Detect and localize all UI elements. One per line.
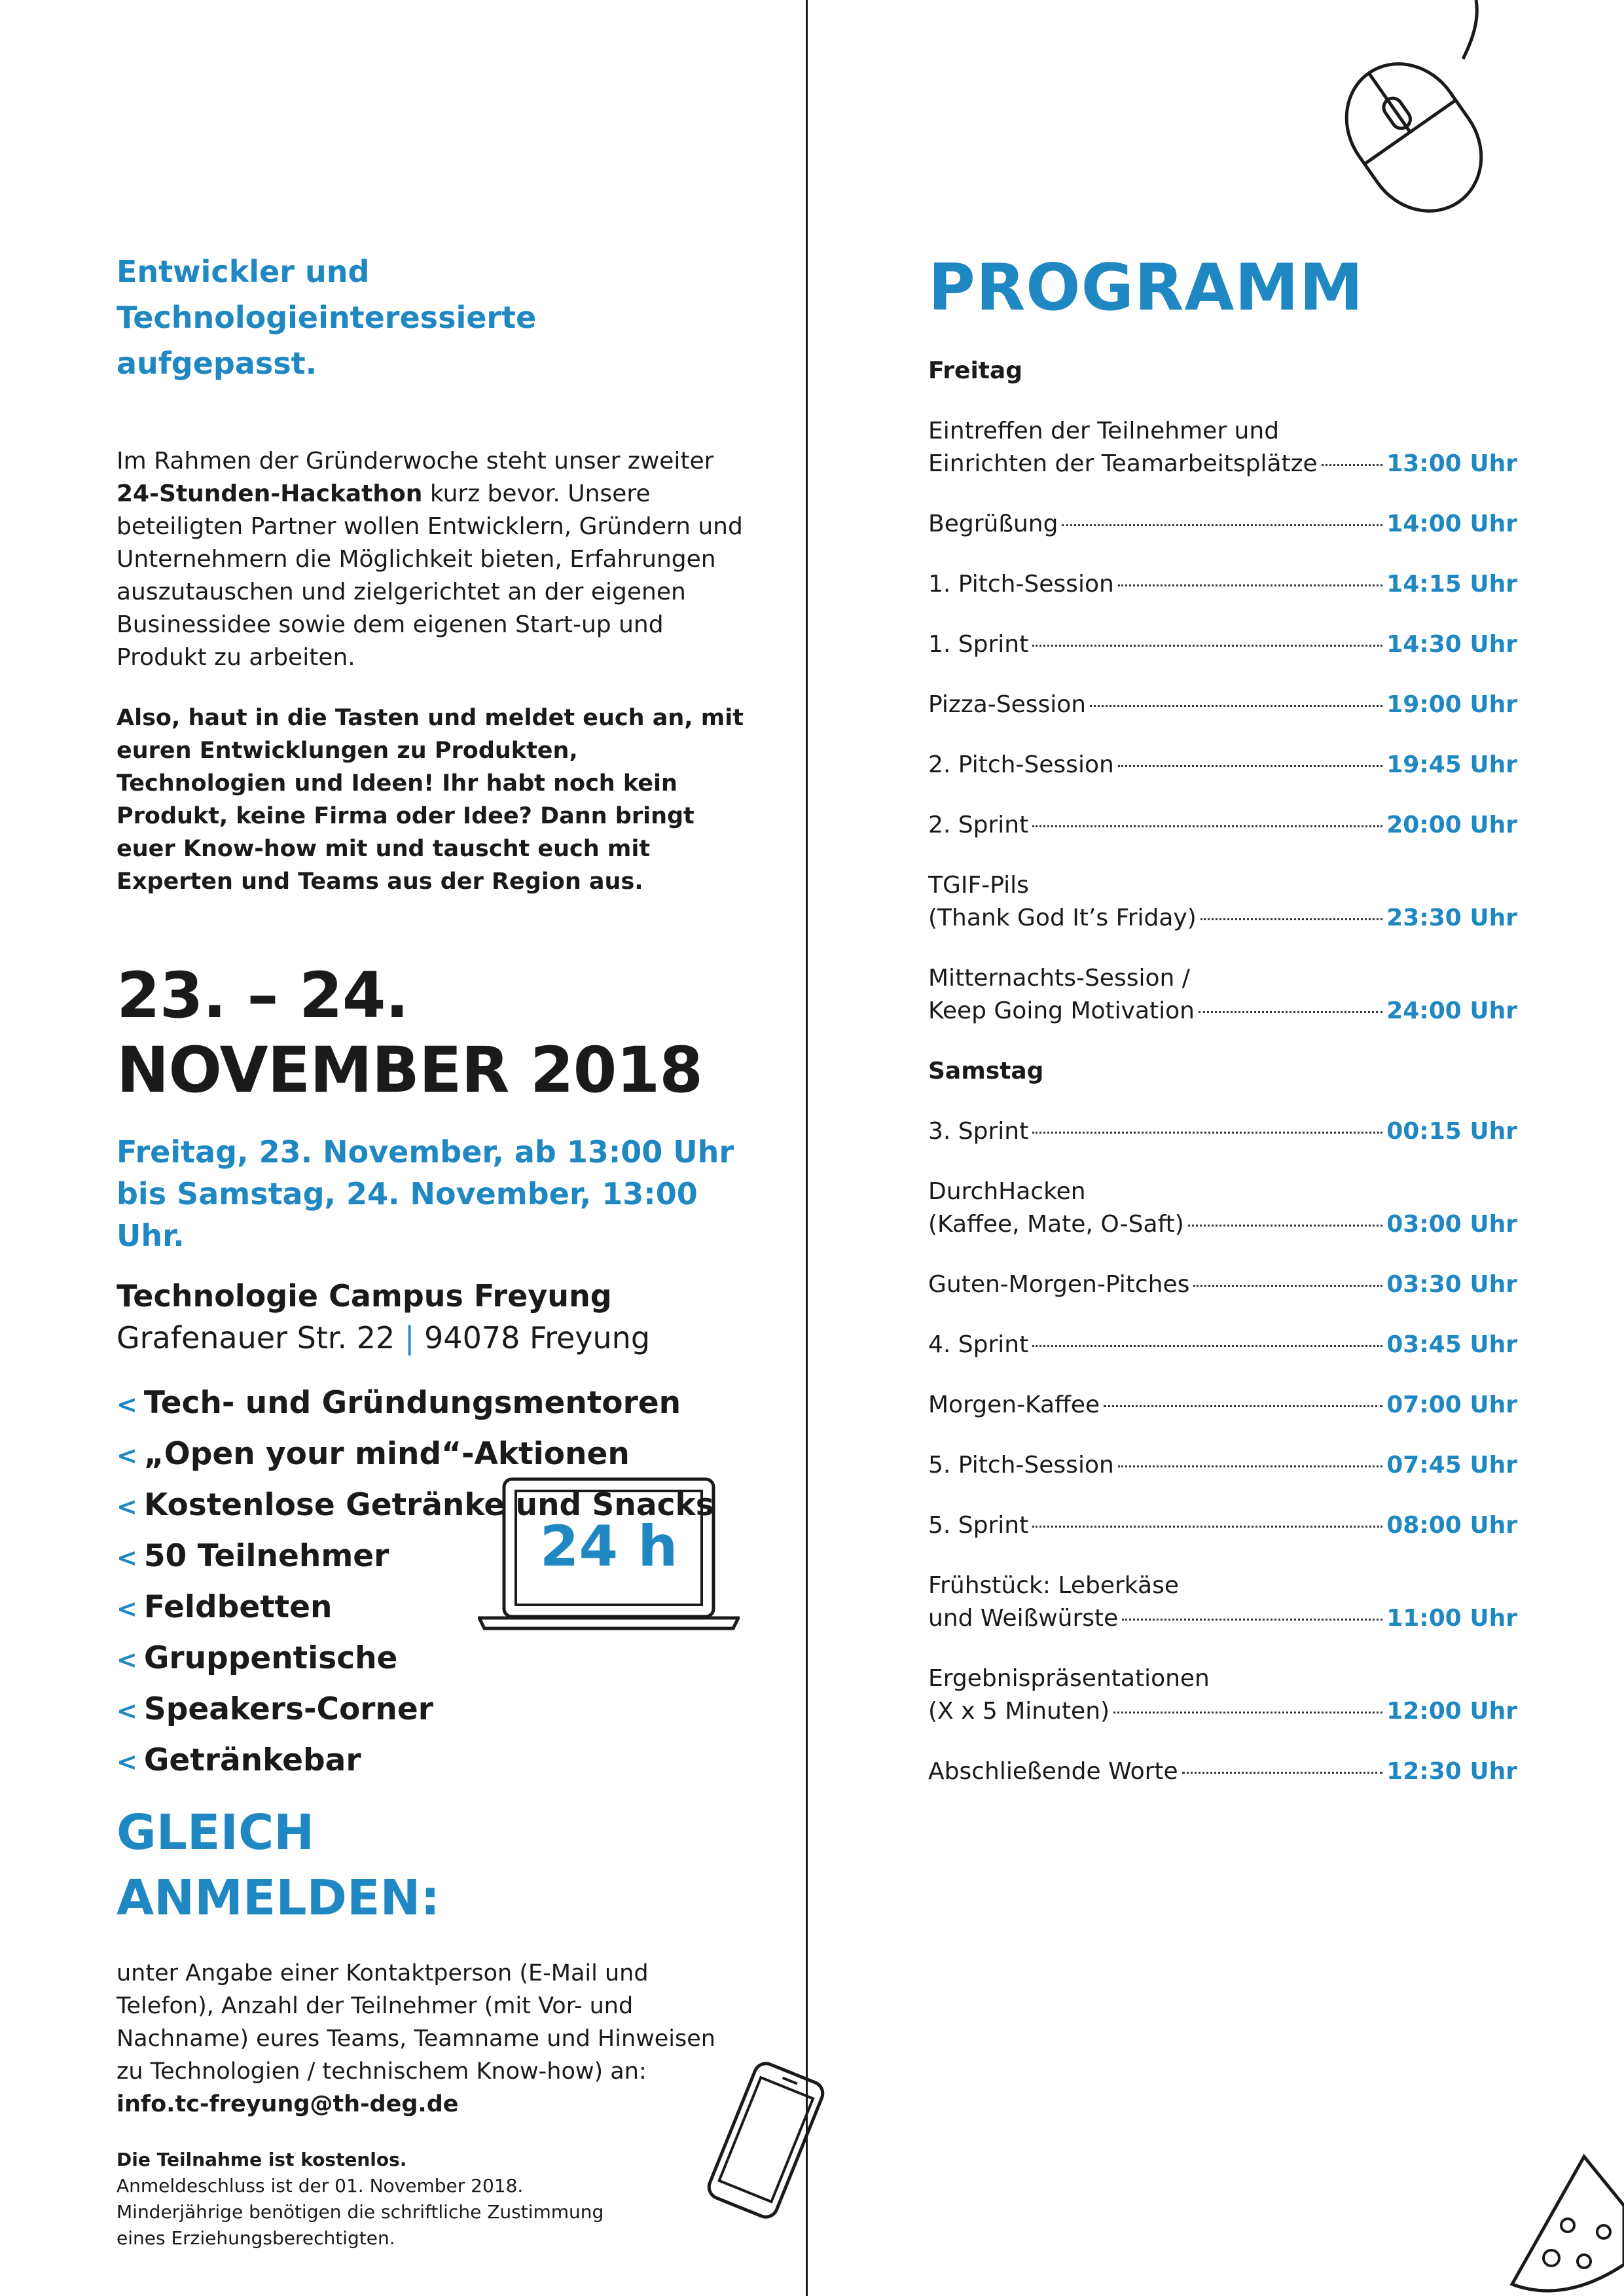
program-item-time: 14:00 Uhr: [1386, 511, 1517, 537]
dotted-leader: [1032, 1526, 1382, 1528]
program-day-heading: Freitag: [928, 357, 1023, 384]
dotted-leader: [1199, 1011, 1382, 1013]
venue-city: 94078 Freyung: [424, 1320, 651, 1355]
feature-label: Tech- und Gründungsmentoren: [143, 1385, 681, 1421]
intro-headline-line1: Entwickler und: [117, 254, 370, 289]
fine-print: [117, 2147, 745, 2251]
program-item-time: 08:00 Uhr: [1386, 1512, 1517, 1539]
event-times: [117, 1131, 745, 1257]
program-item-row: [928, 448, 1517, 480]
program-item: [928, 1755, 1517, 1788]
feature-item: [117, 1685, 745, 1736]
program-item-label: und Weißwürste: [928, 1605, 1119, 1632]
dotted-leader: [1032, 825, 1382, 827]
program-item: [928, 508, 1517, 541]
program-item: [928, 1389, 1517, 1422]
program-item-row: [928, 1509, 1517, 1542]
laptop-label: 24 h: [539, 1514, 678, 1579]
computer-mouse-icon: [1329, 0, 1499, 236]
program-item-time: 12:00 Uhr: [1386, 1698, 1517, 1725]
program-item-label: Abschließende Worte: [928, 1758, 1178, 1785]
chevron-left-icon: <: [117, 1748, 137, 1776]
dotted-leader: [1188, 1225, 1382, 1227]
program-item-preline: Frühstück: Leberkäse: [928, 1572, 1179, 1599]
program-item-label: (X x 5 Minuten): [928, 1698, 1110, 1725]
program-item: [928, 689, 1517, 721]
feature-item: [117, 1736, 745, 1787]
program-item-row: [928, 902, 1517, 935]
feature-item: [117, 1378, 745, 1429]
dotted-leader: [1118, 765, 1382, 767]
program-item-row: [928, 1449, 1517, 1482]
program-item-label: 1. Sprint: [928, 631, 1029, 658]
program-item-time: 19:45 Uhr: [1386, 751, 1517, 778]
dotted-leader: [1200, 918, 1382, 920]
program-item-time: 11:00 Uhr: [1386, 1605, 1517, 1632]
program-item: [928, 1570, 1517, 1635]
dotted-leader: [1032, 645, 1382, 647]
dotted-leader: [1032, 1132, 1382, 1134]
program-item: [928, 415, 1517, 480]
program-item-row: [928, 1389, 1517, 1422]
program-item-time: 24:00 Uhr: [1386, 997, 1517, 1024]
event-date: [117, 958, 745, 1107]
chevron-left-icon: <: [117, 1441, 137, 1470]
program-item-time: 03:00 Uhr: [1386, 1211, 1517, 1238]
program-item-row: [928, 1208, 1517, 1241]
program-item-label: Guten-Morgen-Pitches: [928, 1271, 1190, 1298]
program-item-label: Pizza-Session: [928, 691, 1087, 718]
dotted-leader: [1113, 1712, 1382, 1713]
program-item-label: 1. Pitch-Session: [928, 571, 1114, 598]
program-item-row: [928, 508, 1517, 541]
program-item-time: 23:30 Uhr: [1386, 905, 1517, 931]
register-headline-line1: GLEICH: [117, 1804, 315, 1861]
venue-street: Grafenauer Str. 22: [117, 1320, 395, 1355]
feature-label: 50 Teilnehmer: [143, 1538, 389, 1574]
venue-separator: |: [404, 1320, 415, 1355]
laptop-icon: [478, 1477, 740, 1634]
program-schedule: [928, 355, 1517, 1788]
program-item-row: [928, 568, 1517, 601]
left-column: [117, 249, 745, 2251]
program-item-time: 14:15 Uhr: [1386, 571, 1517, 598]
program-item-preline: DurchHacken: [928, 1178, 1086, 1205]
register-text: [117, 1957, 745, 2121]
program-item: [928, 1268, 1517, 1301]
dotted-leader: [1193, 1285, 1382, 1287]
program-item-row: [928, 1115, 1517, 1148]
program-item-time: 13:00 Uhr: [1386, 450, 1517, 477]
intro-paragraph-pre: Im Rahmen der Gründerwoche steht unser zweiter: [117, 448, 714, 475]
fine-print-free: Die Teilnahme ist kostenlos.: [117, 2149, 407, 2170]
program-item-row: [928, 1329, 1517, 1361]
column-divider: [806, 0, 808, 2296]
register-headline: [117, 1800, 745, 1931]
feature-label: Getränkebar: [143, 1742, 361, 1778]
program-column: [928, 249, 1517, 1788]
chevron-left-icon: <: [117, 1492, 137, 1521]
program-item: [928, 628, 1517, 661]
intro-headline-line2: Technologieinteressierte aufgepasst.: [117, 300, 537, 381]
intro-paragraph: [117, 445, 745, 674]
program-item-preline: Mitternachts-Session /: [928, 965, 1190, 992]
feature-item: [117, 1634, 745, 1685]
fine-print-deadline: Anmeldeschluss ist der 01. November 2018.: [117, 2175, 524, 2197]
program-day-heading: Samstag: [928, 1058, 1044, 1085]
event-time-line2: bis Samstag, 24. November, 13:00 Uhr.: [117, 1176, 698, 1253]
program-item-label: 4. Sprint: [928, 1331, 1029, 1358]
dotted-leader: [1104, 1405, 1382, 1407]
program-item-time: 14:30 Uhr: [1386, 631, 1517, 658]
program-item-row: [928, 628, 1517, 661]
intro-headline: [117, 249, 745, 386]
program-item-label: 2. Sprint: [928, 812, 1029, 838]
chevron-left-icon: <: [117, 1696, 137, 1725]
program-item-row: [928, 749, 1517, 781]
program-item: [928, 1449, 1517, 1482]
program-item-preline: Ergebnispräsentationen: [928, 1665, 1210, 1692]
program-item-label: (Kaffee, Mate, O-Saft): [928, 1211, 1184, 1238]
chevron-left-icon: <: [117, 1390, 137, 1419]
program-item-label: 5. Sprint: [928, 1512, 1029, 1539]
dotted-leader: [1062, 524, 1382, 526]
venue-address: [117, 1317, 745, 1359]
feature-label: Kostenlose Getränke und Snacks: [143, 1487, 714, 1523]
program-item-label: 2. Pitch-Session: [928, 751, 1114, 778]
program-item-time: 03:45 Uhr: [1386, 1331, 1517, 1358]
program-item: [928, 869, 1517, 935]
program-item: [928, 1329, 1517, 1361]
feature-label: Feldbetten: [143, 1589, 333, 1625]
dotted-leader: [1118, 584, 1382, 586]
program-item-time: 07:45 Uhr: [1386, 1452, 1517, 1479]
program-item: [928, 1662, 1517, 1728]
call-to-action: Also, haut in die Tasten und meldet euch an, mit euren Entwicklungen zu Produkten, Technologien und Ideen! Ihr habt noch kein Produkt, keine Firma oder Idee? Dann bringt euer Know-how mit und tauscht euch mit Experten und Teams aus der Region aus.: [117, 705, 744, 895]
chevron-left-icon: <: [117, 1594, 137, 1623]
program-item-preline: TGIF-Pils: [928, 872, 1029, 899]
register-headline-line2: ANMELDEN:: [117, 1870, 441, 1926]
event-date-line2: NOVEMBER 2018: [117, 1033, 703, 1107]
dotted-leader: [1122, 1619, 1382, 1621]
intro-paragraph-bold: 24-Stunden-Hackathon: [117, 480, 423, 507]
program-item-label: Begrüßung: [928, 511, 1058, 537]
program-item-label: Morgen-Kaffee: [928, 1391, 1100, 1418]
register-email-link[interactable]: info.tc-freyung@th-deg.de: [117, 2091, 459, 2117]
pizza-slice-icon: [1506, 2153, 1624, 2296]
program-item-label: Einrichten der Teamarbeitsplätze: [928, 450, 1318, 477]
dotted-leader: [1182, 1772, 1383, 1774]
feature-label: „Open your mind“-Aktionen: [143, 1436, 630, 1472]
intro-paragraph-post: kurz bevor. Unsere beteiligten Partner wollen Entwicklern, Gründern und Unternehmern die Möglichkeit bieten, Erfahrungen auszutauschen und zielgerichtet an der eigenen Businessidee sowie dem eigenen Start-up und Produkt zu arbeiten.: [117, 480, 743, 671]
program-item-time: 03:30 Uhr: [1386, 1271, 1517, 1298]
feature-label: Gruppentische: [143, 1640, 398, 1676]
program-item-time: 00:15 Uhr: [1386, 1118, 1517, 1145]
program-item-label: 3. Sprint: [928, 1118, 1029, 1145]
program-item-time: 12:30 Uhr: [1386, 1758, 1517, 1785]
program-item: [928, 749, 1517, 781]
chevron-left-icon: <: [117, 1645, 137, 1674]
chevron-left-icon: <: [117, 1543, 137, 1572]
program-item-row: [928, 809, 1517, 842]
smartphone-icon: [700, 2055, 831, 2225]
event-time-line1: Freitag, 23. November, ab 13:00 Uhr: [117, 1134, 734, 1170]
register-instructions: unter Angabe einer Kontaktperson (E-Mail und Telefon), Anzahl der Teilnehmer (mit Vor- und Nachname) eures Teams, Teamname und Hinweisen zu Technologien / technischem Know-how) an:: [117, 1960, 715, 2085]
program-item-row: [928, 1268, 1517, 1301]
program-item-time: 19:00 Uhr: [1386, 691, 1517, 718]
program-item: [928, 1115, 1517, 1148]
program-item-label: Keep Going Motivation: [928, 997, 1195, 1024]
feature-item: [117, 1429, 745, 1480]
fine-print-minors: Minderjährige benötigen die schriftliche Zustimmung eines Erziehungsberechtigten.: [117, 2201, 604, 2249]
program-item: [928, 1509, 1517, 1542]
program-item: [928, 568, 1517, 601]
program-item-row: [928, 995, 1517, 1028]
program-item-row: [928, 1755, 1517, 1788]
dotted-leader: [1090, 705, 1382, 707]
program-title: PROGRAMM: [928, 251, 1364, 325]
program-item-row: [928, 689, 1517, 721]
venue-name: Technologie Campus Freyung: [117, 1278, 612, 1314]
program-item-label: (Thank God It’s Friday): [928, 905, 1197, 931]
dotted-leader: [1322, 464, 1383, 466]
program-item: [928, 809, 1517, 842]
event-date-line1: 23. – 24.: [117, 959, 408, 1032]
program-item-time: 20:00 Uhr: [1386, 812, 1517, 838]
program-item-time: 07:00 Uhr: [1386, 1391, 1517, 1418]
dotted-leader: [1032, 1345, 1382, 1347]
dotted-leader: [1118, 1465, 1382, 1467]
program-item-row: [928, 1695, 1517, 1728]
program-item-preline: Eintreffen der Teilnehmer und: [928, 418, 1280, 444]
program-item-row: [928, 1602, 1517, 1635]
program-item: [928, 1175, 1517, 1241]
program-item: [928, 962, 1517, 1028]
program-item-label: 5. Pitch-Session: [928, 1452, 1114, 1479]
feature-label: Speakers-Corner: [143, 1691, 433, 1727]
